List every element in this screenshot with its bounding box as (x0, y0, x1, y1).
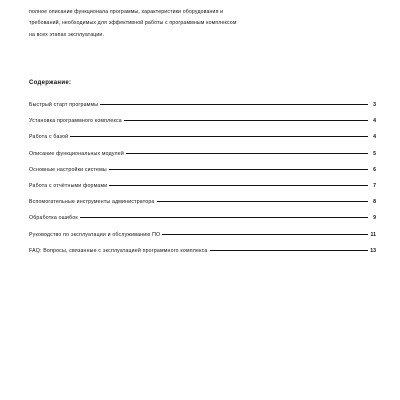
toc-entry-title: FAQ: Вопросы, связанные с эксплуатацией программного комплекса (29, 247, 208, 254)
toc-leader-line (124, 120, 368, 121)
toc-entry-page: 8 (373, 199, 376, 206)
toc-leader-line (210, 250, 368, 251)
toc-entry-page: 4 (373, 118, 376, 125)
toc-entry-page: 3 (373, 102, 376, 108)
toc-entry-page: 4 (373, 134, 376, 141)
intro-line: требований, необходимых для эффективной работы с программным комплексом (29, 20, 237, 26)
toc-entry-page: 11 (370, 231, 376, 238)
toc-entry-title: Работа с базой (29, 134, 69, 141)
toc-entry[interactable] (29, 134, 376, 150)
toc-entry-title: Установка программного комплекса (29, 118, 122, 125)
toc-entry[interactable] (29, 167, 376, 183)
toc-leader-line (109, 185, 368, 186)
toc-entry-title: Основные настройки системы (29, 166, 107, 173)
toc-entry[interactable] (29, 215, 376, 231)
toc-heading: Содержание: (29, 80, 72, 86)
toc-entry-page: 7 (373, 182, 376, 189)
toc-entry[interactable] (29, 118, 376, 134)
toc-entry-title: Руководство по эксплуатации и обслуживанию ПО (29, 231, 161, 238)
toc-leader-line (126, 153, 368, 154)
toc-entry[interactable] (29, 183, 376, 199)
toc-entry-title: Вспомогательные инструменты администратора (29, 199, 155, 206)
table-of-contents (29, 102, 376, 264)
toc-entry[interactable] (29, 151, 376, 167)
toc-entry-page: 5 (373, 150, 376, 157)
toc-leader-line (162, 234, 368, 235)
toc-entry-page: 9 (373, 215, 376, 222)
toc-entry-title: Описание функциональных модулей (29, 150, 124, 157)
toc-entry-title: Обработка ошибок (29, 215, 78, 222)
toc-leader-line (109, 169, 368, 170)
toc-leader-line (157, 201, 368, 202)
toc-leader-line (70, 136, 368, 137)
toc-entry-page: 6 (373, 166, 376, 173)
toc-leader-line (100, 104, 368, 105)
intro-line: на всех этапах эксплуатации. (29, 31, 105, 38)
toc-leader-line (80, 217, 368, 218)
intro-paragraph (29, 0, 374, 41)
toc-entry-title: Работа с отчётными формами (29, 182, 108, 189)
toc-entry-title: Быстрый старт программы (29, 102, 99, 108)
intro-line: полное описание функционала программы, характеристики оборудования и (29, 8, 224, 15)
toc-entry[interactable] (29, 199, 376, 215)
toc-entry-page: 13 (370, 247, 376, 254)
toc-entry[interactable] (29, 248, 376, 264)
toc-entry[interactable] (29, 232, 376, 248)
toc-entry[interactable] (29, 102, 376, 118)
